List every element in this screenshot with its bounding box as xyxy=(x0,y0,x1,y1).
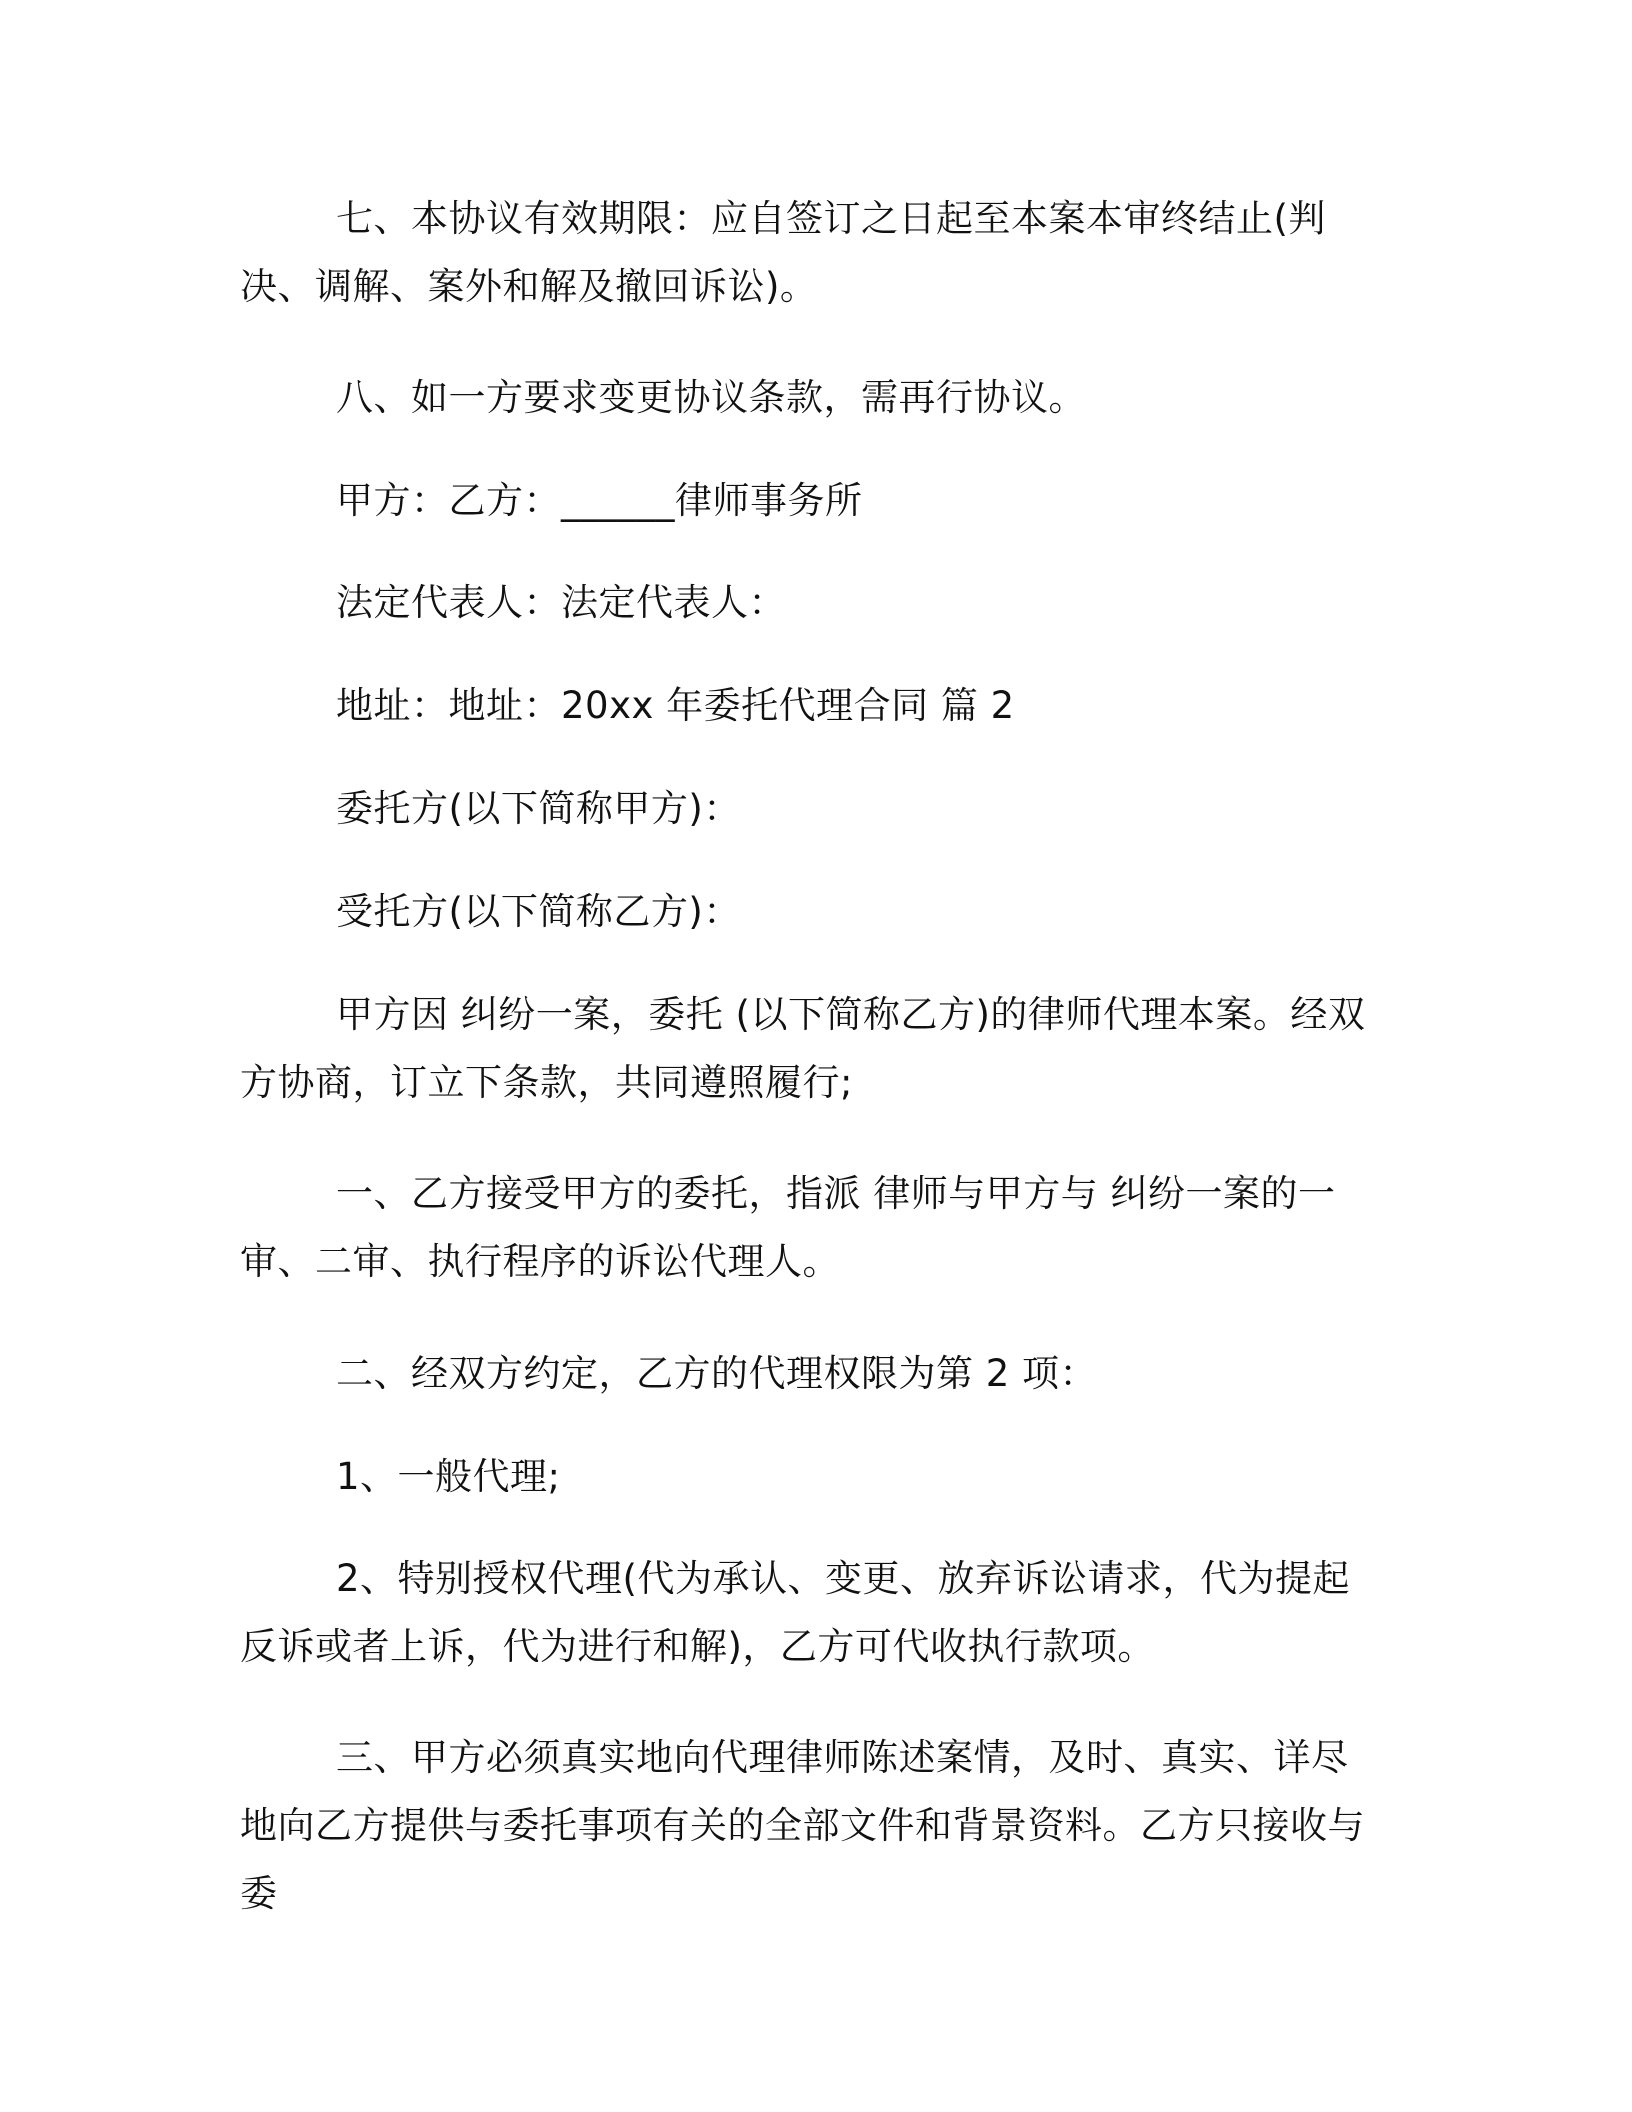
clause-two: 二、经双方约定，乙方的代理权限为第 2 项： xyxy=(336,1352,1098,1395)
address-line: 地址：地址：20xx 年委托代理合同 篇 2 xyxy=(336,684,1015,727)
clause-two-item-2: 2、特别授权代理(代为承认、变更、放弃诉讼请求，代为提起反诉或者上诉，代为进行和解)，乙方可代收执行款项。 xyxy=(240,1557,1350,1668)
clause-one: 一、乙方接受甲方的委托，指派 律师与甲方与 纠纷一案的一审、二审、执行程序的诉讼代理人。 xyxy=(240,1172,1336,1283)
agent-party-line: 受托方(以下简称乙方)： xyxy=(336,890,741,933)
clause-two-item-1: 1、一般代理; xyxy=(336,1455,561,1498)
preamble-paragraph: 甲方因 纠纷一案，委托 (以下简称乙方)的律师代理本案。经双方协商，订立下条款，共同遵照履行; xyxy=(240,993,1366,1104)
client-party-line: 委托方(以下简称甲方)： xyxy=(336,787,741,830)
clause-seven: 七、本协议有效期限：应自签订之日起至本案本审终结止(判决、调解、案外和解及撤回诉讼)。 xyxy=(240,197,1326,308)
signature-parties-line: 甲方：乙方：______律师事务所 xyxy=(336,479,863,522)
clause-three: 三、甲方必须真实地向代理律师陈述案情，及时、真实、详尽地向乙方提供与委托事项有关的全部文件和背景资料。乙方只接收与委 xyxy=(240,1736,1365,1915)
clause-eight: 八、如一方要求变更协议条款，需再行协议。 xyxy=(336,376,1086,419)
legal-representative-line: 法定代表人：法定代表人： xyxy=(336,581,786,624)
